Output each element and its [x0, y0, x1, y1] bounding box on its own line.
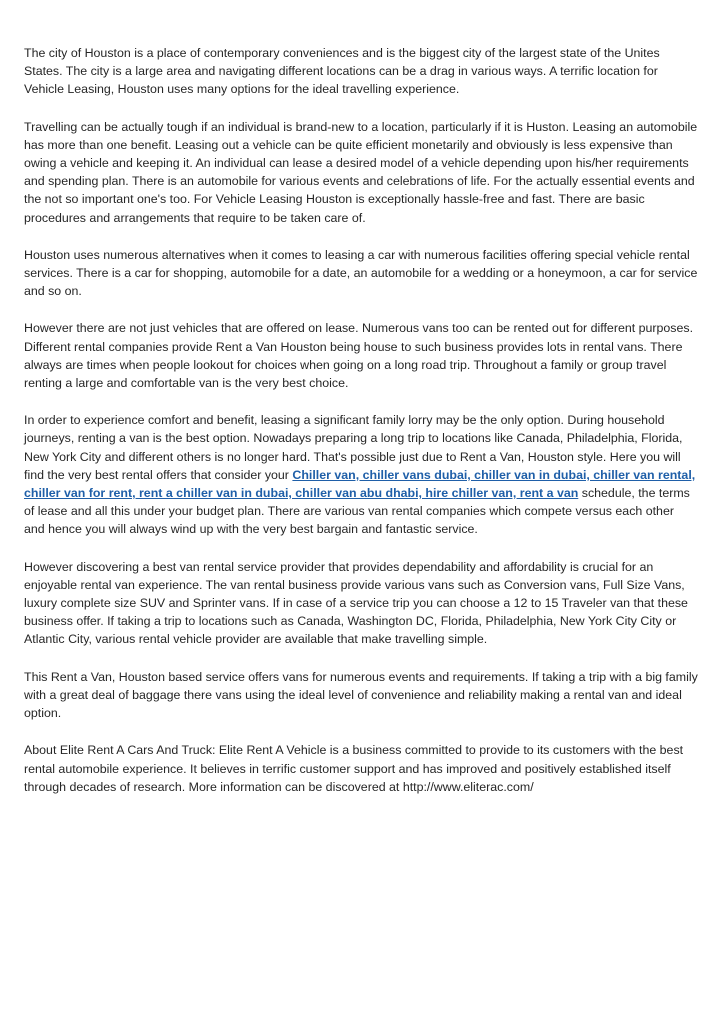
paragraph-about-elite: About Elite Rent A Cars And Truck: Elite Rent A Vehicle is a business committed to provide to its customers with the best rental automobile experience. It believes in terrific customer support and has improved and positively established itself through decades of research. More information can be discovered at http://www.eliterac.com/ — [24, 743, 684, 794]
paragraph-van-provider: However discovering a best van rental service provider that provides dependability and affordability is crucial for an enjoyable rental van experience. The van rental business provide various vans such as Conversion vans, Full Size Vans, luxury complete size SUV and Sprinter vans. If in case of a service trip you can choose a 12 to 15 Traveler van that these business offer. If taking a trip to locations such as Canada, Washington DC, Florida, Philadelphia, New York City City or Atlantic City, various rental vehicle provider are available that make travelling simple. — [24, 559, 688, 647]
chiller-van-link[interactable]: Chiller van, chiller vans dubai, chiller van in dubai, chiller van rental, chiller van for rent, rent a chiller van in dubai, chiller van abu dhabi, hire chiller van, rent a van — [24, 467, 696, 501]
paragraph-houston-intro: The city of Houston is a place of contemporary conveniences and is the biggest city of the largest state of the Unites States. The city is a large area and navigating different locations can be a drag in various ways. A terrific location for Vehicle Leasing, Houston uses many options for the ideal travelling experience. — [24, 46, 660, 97]
paragraph-travelling-benefits: Travelling can be actually tough if an individual is brand-new to a location, particularly if it is Huston. Leasing an automobile has more than one benefit. Leasing out a vehicle can be quite efficient monetarily and obviously is less expensive than owing a vehicle and keeping it. An individual can lease a desired model of a vehicle depending upon his/her requirements and spending plan. There is an automobile for various events and celebrations of life. For the actually essential events and the not so important one's too. For Vehicle Leasing Houston is exceptionally hassle-free and fast. There are basic procedures and arrangements that require to be taken care of. — [24, 119, 698, 225]
paragraph-houston-service: This Rent a Van, Houston based service offers vans for numerous events and requirements. If taking a trip with a big family with a great deal of baggage there vans using the ideal level of convenience and reliability making a rental van and ideal option. — [24, 669, 698, 721]
paragraph-text-after-link: schedule, the terms of lease and all this under your budget plan. There are various van rental companies which compete versus each other and hence you will always wind up with the very best bargain and fantastic service. — [24, 486, 690, 537]
paragraph-vans-on-lease: However there are not just vehicles that are offered on lease. Numerous vans too can be rented out for different purposes. Different rental companies provide Rent a Van Houston being house to such business provides lots in rental vans. There always are times when people lookout for choices when going on a long road trip. Throughout a family or group travel renting a large and comfortable van is the very best choice. — [24, 321, 694, 391]
paragraph-leasing-alternatives: Houston uses numerous alternatives when it comes to leasing a car with numerous facilities offering special vehicle rental services. There is a car for shopping, automobile for a date, an automobile for a wedding or a honeymoon, a car for service and so on. — [24, 247, 698, 299]
paragraph-family-lorry — [24, 411, 698, 538]
paragraph-text-before-link: In order to experience comfort and benefit, leasing a significant family lorry may be the only option. During household journeys, renting a van is the best option. Nowadays preparing a long trip to locations like Canada, Philadelphia, Florida, New York City and different others is no longer hard. That's possible just due to Rent a Van, Houston style. Here you will find the very best rental offers that consider your — [24, 413, 683, 482]
